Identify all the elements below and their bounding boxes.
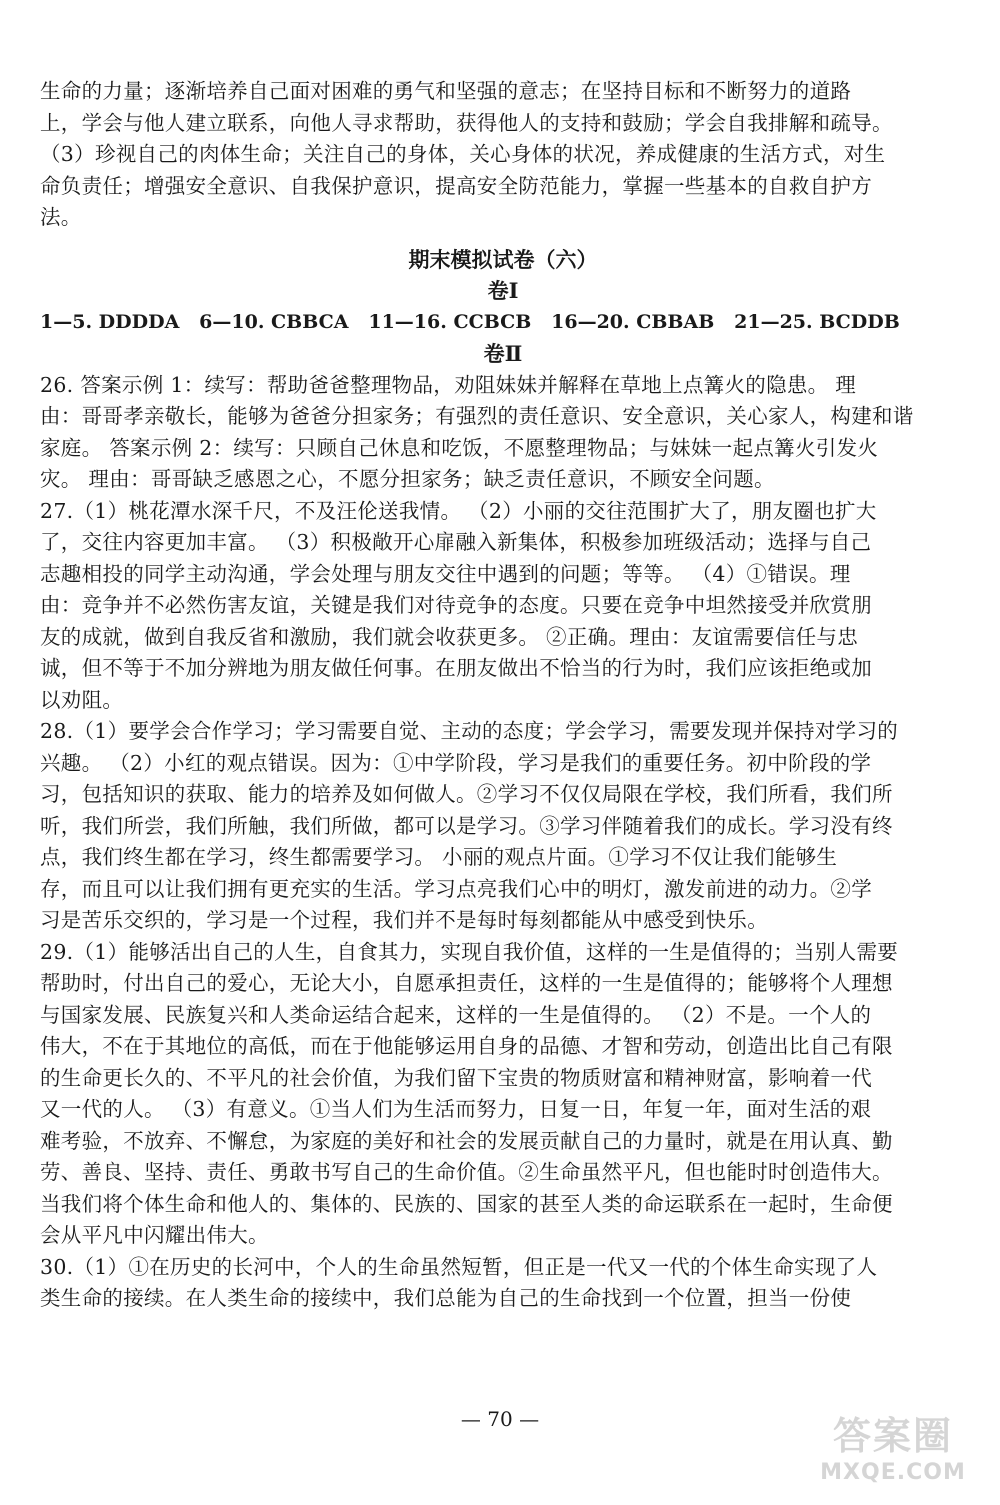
q29-line: 又一代的人。 （3）有意义。①当人们为生活而努力，日复一日，年复一年，面对生活的艰 — [40, 1097, 872, 1121]
exam-title: 期末模拟试卷（六） — [408, 246, 598, 272]
q27-line: 27.（1）桃花潭水深千尺，不及汪伦送我情。 （2）小丽的交往范围扩大了，朋友圈也扩大 — [40, 498, 877, 523]
intro-block — [40, 76, 966, 234]
q27-line: 友的成就，做到自我反省和激励，我们就会收获更多。 ②正确。理由：友谊需要信任与忠 — [40, 624, 859, 649]
watermark-url: MXQE.COM — [820, 1460, 966, 1485]
intro-line: 命负责任；增强安全意识、自我保护意识，提高安全防范能力，掌握一些基本的自救自护方 — [40, 173, 872, 198]
q28-line: 兴趣。 （2）小红的观点错误。因为：①中学阶段，学习是我们的重要任务。初中阶段的学 — [40, 750, 872, 775]
watermark-logo — [798, 1413, 988, 1495]
intro-line: 上，学会与他人建立联系，向他人寻求帮助，获得他人的支持和鼓励；学会自我排解和疏导。 — [40, 110, 893, 135]
question-28 — [40, 716, 966, 937]
q26-line: 由：哥哥孝亲敬长，能够为爸爸分担家务；有强烈的责任意识、安全意识，关心家人，构建和谐 — [40, 404, 914, 428]
section-2-title: 卷Ⅱ — [483, 341, 523, 366]
q29-line: 伟大，不在于其地位的高低，而在于他能够运用自身的品德、才智和劳动，创造出比自己有限 — [40, 1034, 893, 1058]
q29-line: 难考验，不放弃、不懈怠，为家庭的美好和社会的发展贡献自己的力量时，就是在用认真、勤 — [40, 1128, 893, 1153]
question-29 — [40, 937, 966, 1252]
q28-line: 28.（1）要学会合作学习；学习需要自觉、主动的态度；学会学习，需要发现并保持对学习的 — [40, 719, 899, 743]
section-1-title: 卷Ⅰ — [487, 278, 519, 303]
q29-line: 的生命更长久的、不平凡的社会价值，为我们留下宝贵的物质财富和精神财富，影响着一代 — [40, 1065, 872, 1090]
q28-line: 存，而且可以让我们拥有更充实的生活。学习点亮我们心中的明灯，激发前进的动力。②学 — [40, 876, 872, 901]
question-27 — [40, 496, 966, 717]
q30-line: 类生命的接续。在人类生命的接续中，我们总能为自己的生命找到一个位置，担当一份使 — [40, 1286, 852, 1310]
page-number: — 70 — — [460, 1407, 540, 1431]
q29-line: 与国家发展、民族复兴和人类命运结合起来，这样的一生是值得的。 （2）不是。一个人的 — [40, 1002, 872, 1027]
watermark-mark: 答案圈 — [832, 1414, 953, 1458]
q26-line: 灾。 理由：哥哥缺乏感恩之心，不愿分担家务；缺乏责任意识，不顾安全问题。 — [40, 467, 775, 491]
question-26 — [40, 370, 966, 496]
q26-line: 26. 答案示例 1：续写：帮助爸爸整理物品，劝阻妹妹并解释在草地上点篝火的隐患。 理 — [40, 372, 857, 397]
q27-line: 由：竞争并不必然伤害友谊，关键是我们对待竞争的态度。只要在竞争中坦然接受并欣赏朋 — [40, 593, 872, 617]
intro-line: 法。 — [40, 205, 82, 229]
q29-line: 劳、善良、坚持、责任、勇敢书写自己的生命价值。②生命虽然平凡，但也能时时创造伟大。 — [40, 1160, 893, 1184]
q29-line: 29.（1）能够活出自己的人生，自食其力，实现自我价值，这样的一生是值得的；当别人需要 — [40, 939, 899, 964]
intro-line: （3）珍视自己的肉体生命；关注自己的身体，关心身体的状况，养成健康的生活方式，对生 — [40, 142, 886, 166]
question-30 — [40, 1252, 966, 1315]
q27-line: 了，交往内容更加丰富。 （3）积极敞开心扉融入新集体，积极参加班级活动；选择与自己 — [40, 530, 872, 554]
q28-line: 点，我们终生都在学习，终生都需要学习。 小丽的观点片面。①学习不仅让我们能够生 — [40, 845, 838, 869]
q27-line: 诚，但不等于不加分辨地为朋友做任何事。在朋友做出不恰当的行为时，我们应该拒绝或加 — [40, 656, 872, 680]
q29-line: 当我们将个体生命和他人的、集体的、民族的、国家的甚至人类的命运联系在一起时，生命便 — [40, 1191, 893, 1216]
q28-line: 习是苦乐交织的，学习是一个过程，我们并不是每时每刻都能从中感受到快乐。 — [40, 908, 768, 932]
q26-line: 家庭。 答案示例 2：续写：只顾自己休息和吃饭，不愿整理物品；与妹妹一起点篝火引发火 — [40, 435, 879, 460]
choice-answers: 1—5. DDDDA 6—10. CBBCA 11—16. CCBCB 16—20. CBBAB 21—25. BCDDB — [40, 310, 900, 333]
q27-line: 以劝阻。 — [40, 687, 124, 712]
intro-line: 生命的力量；逐渐培养自己面对困难的勇气和坚强的意志；在坚持目标和不断努力的道路 — [40, 79, 852, 103]
q28-line: 听，我们所尝，我们所触，我们所做，都可以是学习。③学习伴随着我们的成长。学习没有终 — [40, 813, 893, 838]
q29-line: 会从平凡中闪耀出伟大。 — [40, 1223, 269, 1247]
answer-page — [40, 76, 966, 1315]
q28-line: 习，包括知识的获取、能力的培养及如何做人。②学习不仅仅局限在学校，我们所看，我们所 — [40, 782, 893, 806]
q30-line: 30.（1）①在历史的长河中，个人的生命虽然短暂，但正是一代又一代的个体生命实现了人 — [40, 1254, 878, 1279]
q29-line: 帮助时，付出自己的爱心，无论大小，自愿承担责任，这样的一生是值得的；能够将个人理想 — [40, 971, 893, 995]
q27-line: 志趣相投的同学主动沟通，学会处理与朋友交往中遇到的问题；等等。 （4）①错误。理 — [40, 561, 851, 586]
